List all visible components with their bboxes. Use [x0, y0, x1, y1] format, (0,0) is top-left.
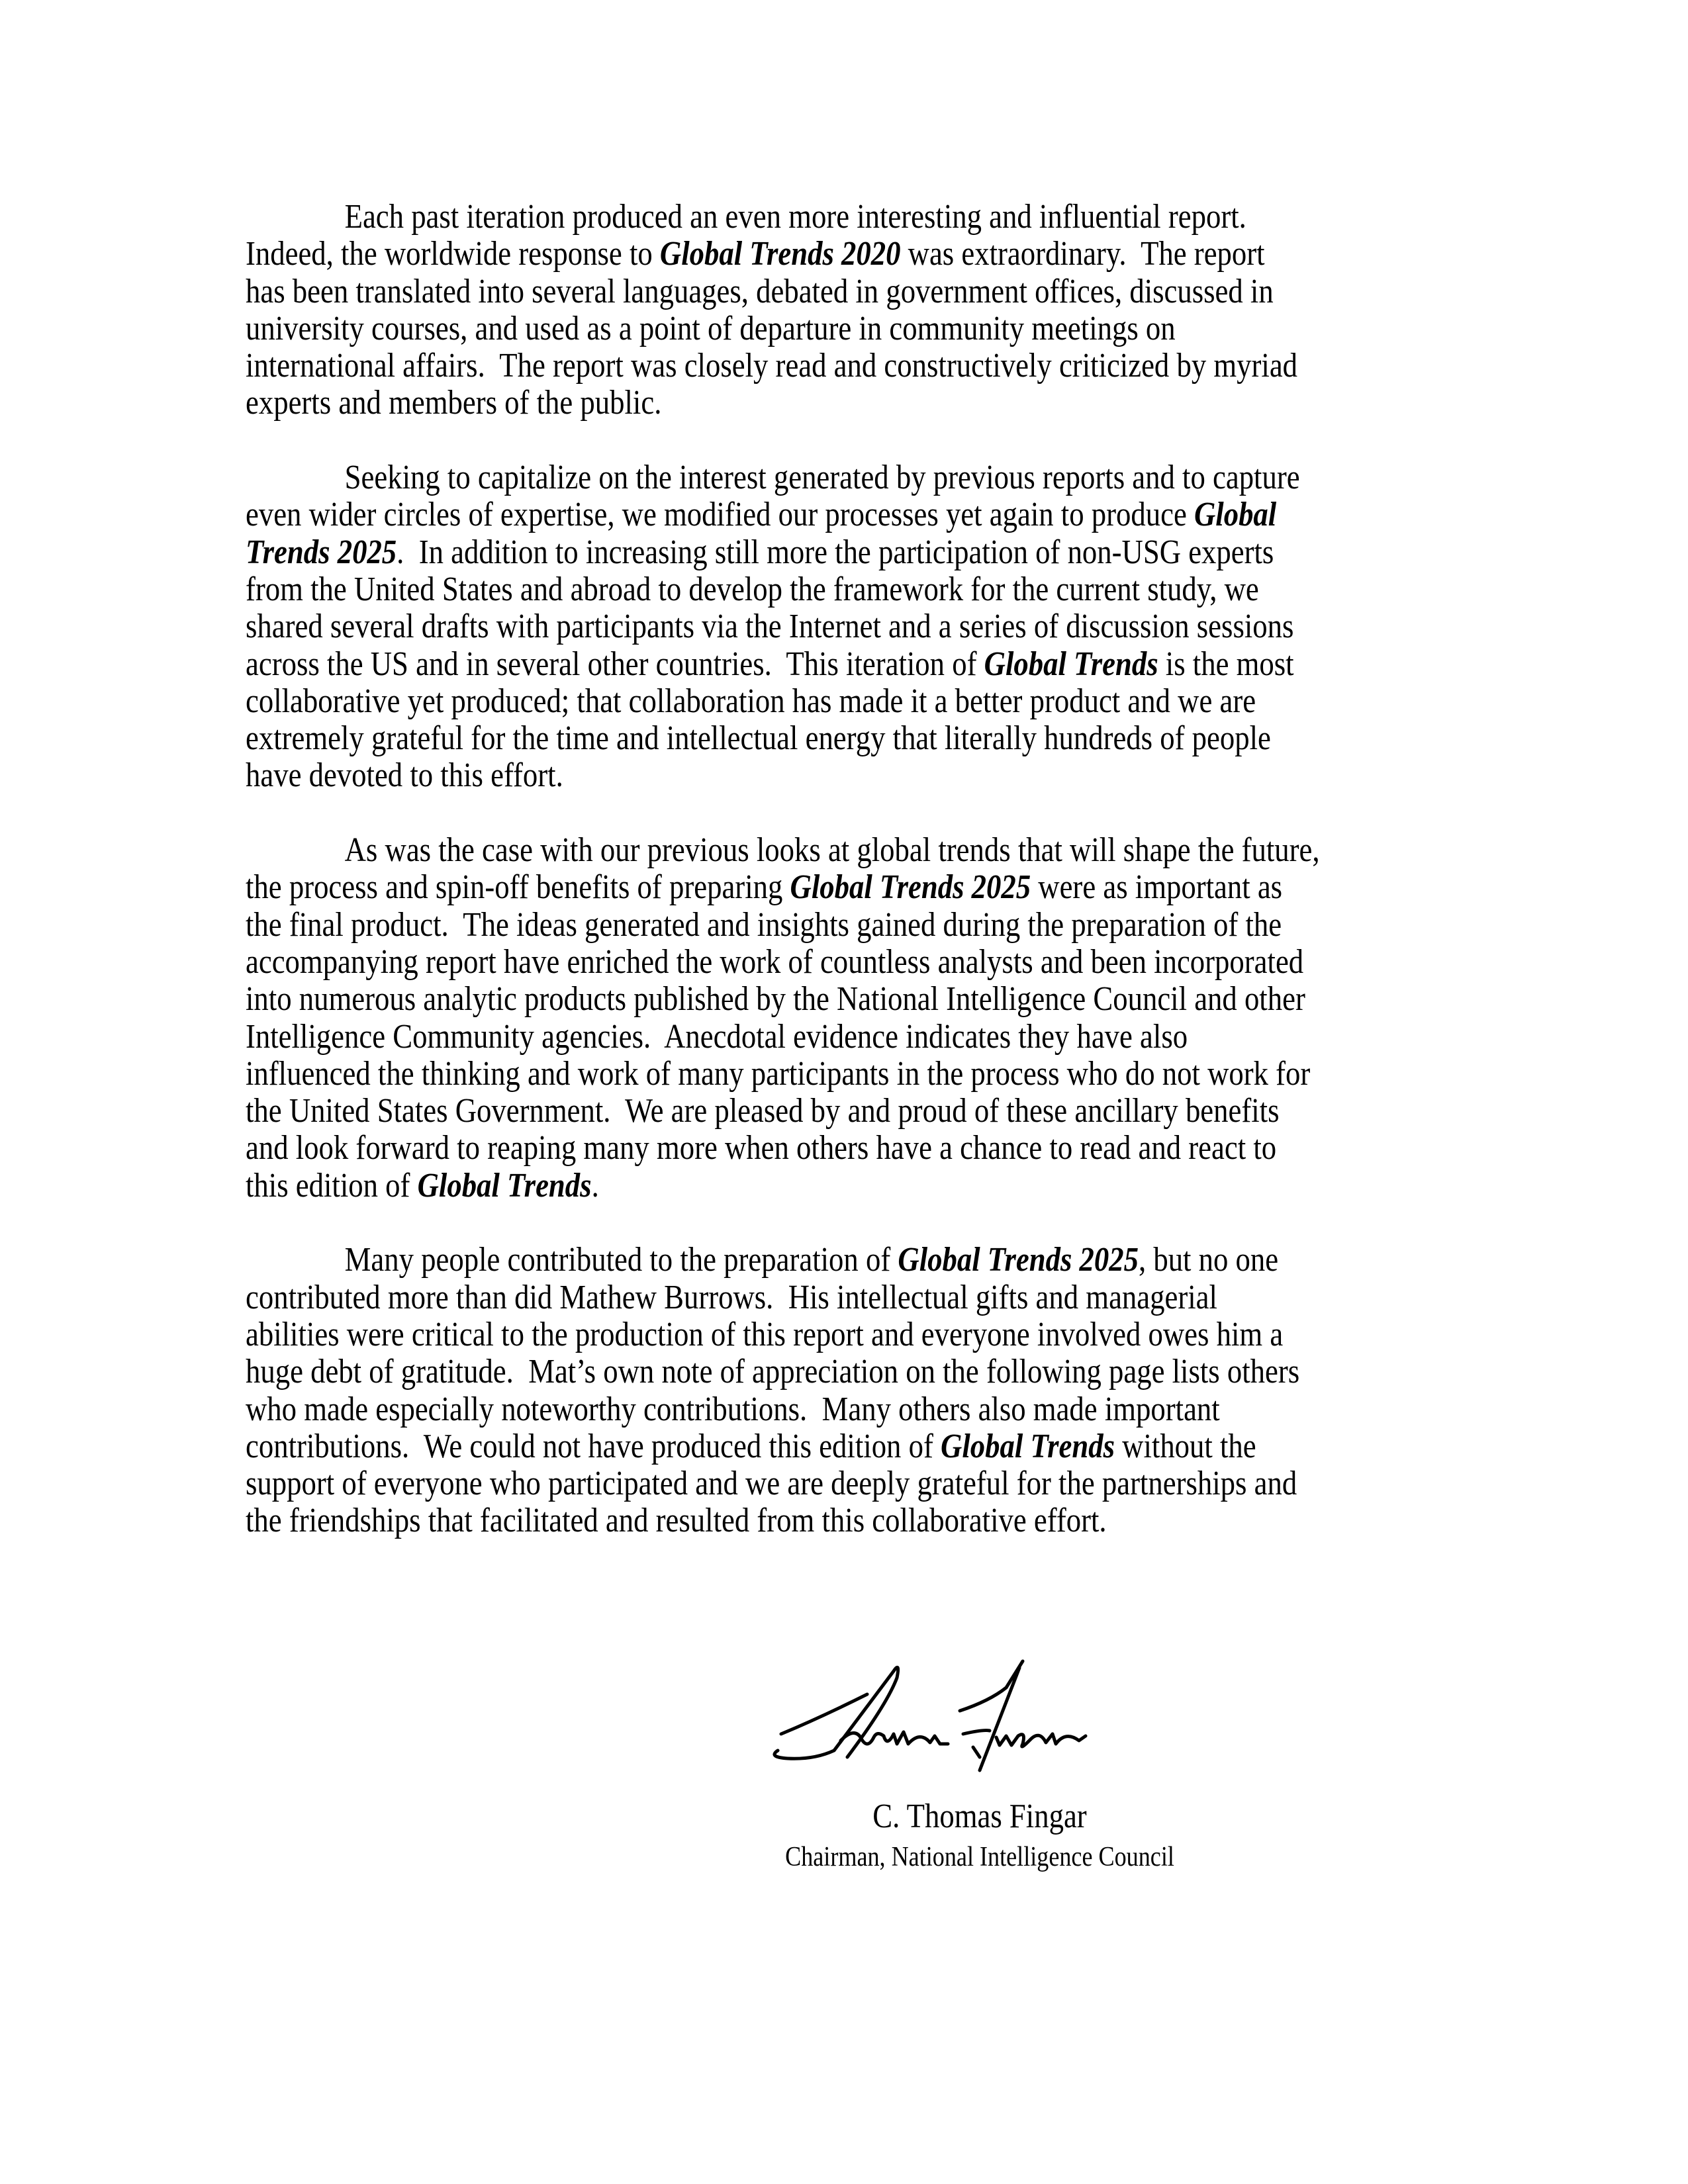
text-line [246, 1242, 1320, 1279]
report-title-emphasis: Global Trends [984, 645, 1158, 683]
text-line [246, 981, 1320, 1018]
paragraph-gap [246, 795, 1320, 832]
text-run: Intelligence Community agencies. Anecdotal evidence indicates they have also [246, 1017, 1188, 1056]
text-line [246, 310, 1320, 347]
text-run: experts and members of the public. [246, 384, 662, 422]
text-line [246, 683, 1320, 720]
text-line [246, 236, 1320, 273]
signer-name: C. Thomas Fingar [872, 1797, 1087, 1835]
text-run: is the most [1158, 645, 1294, 683]
text-line [246, 1428, 1320, 1465]
paragraph-gap [246, 422, 1320, 459]
text-run: university courses, and used as a point of departure in community meetings on [246, 309, 1176, 347]
text-line [246, 199, 1320, 236]
text-run: Seeking to capitalize on the interest generated by previous reports and to capture [344, 459, 1300, 497]
text-run: Many people contributed to the preparation of [344, 1241, 898, 1279]
text-run: contributions. We could not have produced this edition of [246, 1427, 941, 1465]
report-title-emphasis: Global Trends 2025 [790, 868, 1031, 907]
text-line [246, 1465, 1320, 1502]
text-line [246, 273, 1320, 310]
text-run: the final product. The ideas generated and insights gained during the preparation of the [246, 905, 1282, 944]
text-run: has been translated into several languages, debated in government offices, discussed in [246, 272, 1274, 310]
text-run: shared several drafts with participants via the Internet and a series of discussion sessions [246, 608, 1294, 646]
text-run: . In addition to increasing still more the participation of non-USG experts [397, 533, 1274, 571]
text-line [246, 1391, 1320, 1428]
text-line [246, 1130, 1320, 1167]
text-run: across the US and in several other countries. This iteration of [246, 645, 984, 683]
handwritten-signature [761, 1658, 1139, 1777]
text-line [246, 720, 1320, 757]
text-run: the friendships that facilitated and resulted from this collaborative effort. [246, 1502, 1107, 1540]
text-line [246, 1316, 1320, 1353]
text-line [246, 1502, 1320, 1539]
text-line [246, 1056, 1320, 1093]
text-run: the United States Government. We are pleased by and proud of these ancillary benefits [246, 1092, 1280, 1130]
text-line [246, 347, 1320, 385]
text-run: collaborative yet produced; that collaboration has made it a better product and we are [246, 682, 1256, 720]
text-line [246, 944, 1320, 981]
text-run: from the United States and abroad to develop the framework for the current study, we [246, 570, 1259, 608]
text-run: and look forward to reaping many more when others have a chance to read and react to [246, 1129, 1277, 1167]
text-line [246, 1167, 1320, 1205]
text-run: into numerous analytic products published by the National Intelligence Council and other [246, 980, 1305, 1019]
text-run: even wider circles of expertise, we modified our processes yet again to produce [246, 496, 1194, 534]
text-line [246, 496, 1320, 533]
report-title-emphasis: Trends 2025 [246, 533, 397, 571]
text-line [246, 608, 1320, 645]
text-line [246, 869, 1320, 906]
text-run: the process and spin-off benefits of preparing [246, 868, 790, 907]
text-run: contributed more than did Mathew Burrows. His intellectual gifts and managerial [246, 1278, 1217, 1316]
letter-body [246, 199, 1320, 1540]
text-run: support of everyone who participated and we are deeply grateful for the partnerships and [246, 1465, 1297, 1503]
text-run: Indeed, the worldwide response to [246, 235, 660, 273]
text-line [246, 459, 1320, 496]
text-line [246, 1019, 1320, 1056]
text-run: who made especially noteworthy contributions. Many others also made important [246, 1390, 1220, 1428]
text-line [246, 832, 1320, 869]
text-line [246, 646, 1320, 683]
text-line [246, 534, 1320, 571]
text-run: without the [1114, 1427, 1256, 1465]
text-run: As was the case with our previous looks at global trends that will shape the future, [344, 831, 1320, 870]
text-run: influenced the thinking and work of many participants in the process who do not work for [246, 1054, 1311, 1093]
text-run: were as important as [1031, 868, 1283, 907]
text-run: . [591, 1166, 599, 1205]
text-line [246, 571, 1320, 608]
text-run: international affairs. The report was closely read and constructively criticized by myriad [246, 347, 1298, 385]
text-line [246, 1353, 1320, 1390]
paragraph-gap [246, 1205, 1320, 1242]
text-run: was extraordinary. The report [900, 235, 1265, 273]
text-line [246, 1093, 1320, 1130]
report-title-emphasis: Global [1194, 496, 1277, 534]
text-run: , but no one [1138, 1241, 1279, 1279]
text-run: have devoted to this effort. [246, 756, 563, 795]
text-run: this edition of [246, 1166, 418, 1205]
text-run: huge debt of gratitude. Mat’s own note of appreciation on the following page lists others [246, 1353, 1300, 1391]
text-run: accompanying report have enriched the work of countless analysts and been incorporated [246, 942, 1304, 981]
report-title-emphasis: Global Trends [417, 1166, 592, 1205]
text-run: Each past iteration produced an even more interesting and influential report. [344, 198, 1246, 236]
report-title-emphasis: Global Trends 2020 [659, 235, 901, 273]
text-run: abilities were critical to the production of this report and everyone involved owes him a [246, 1315, 1284, 1353]
signer-title: Chairman, National Intelligence Council [785, 1842, 1174, 1872]
text-line [246, 757, 1320, 794]
text-line [246, 907, 1320, 944]
text-line [246, 385, 1320, 422]
report-title-emphasis: Global Trends [941, 1427, 1115, 1465]
text-line [246, 1279, 1320, 1316]
text-run: extremely grateful for the time and intellectual energy that literally hundreds of people [246, 719, 1271, 758]
report-title-emphasis: Global Trends 2025 [898, 1241, 1139, 1279]
